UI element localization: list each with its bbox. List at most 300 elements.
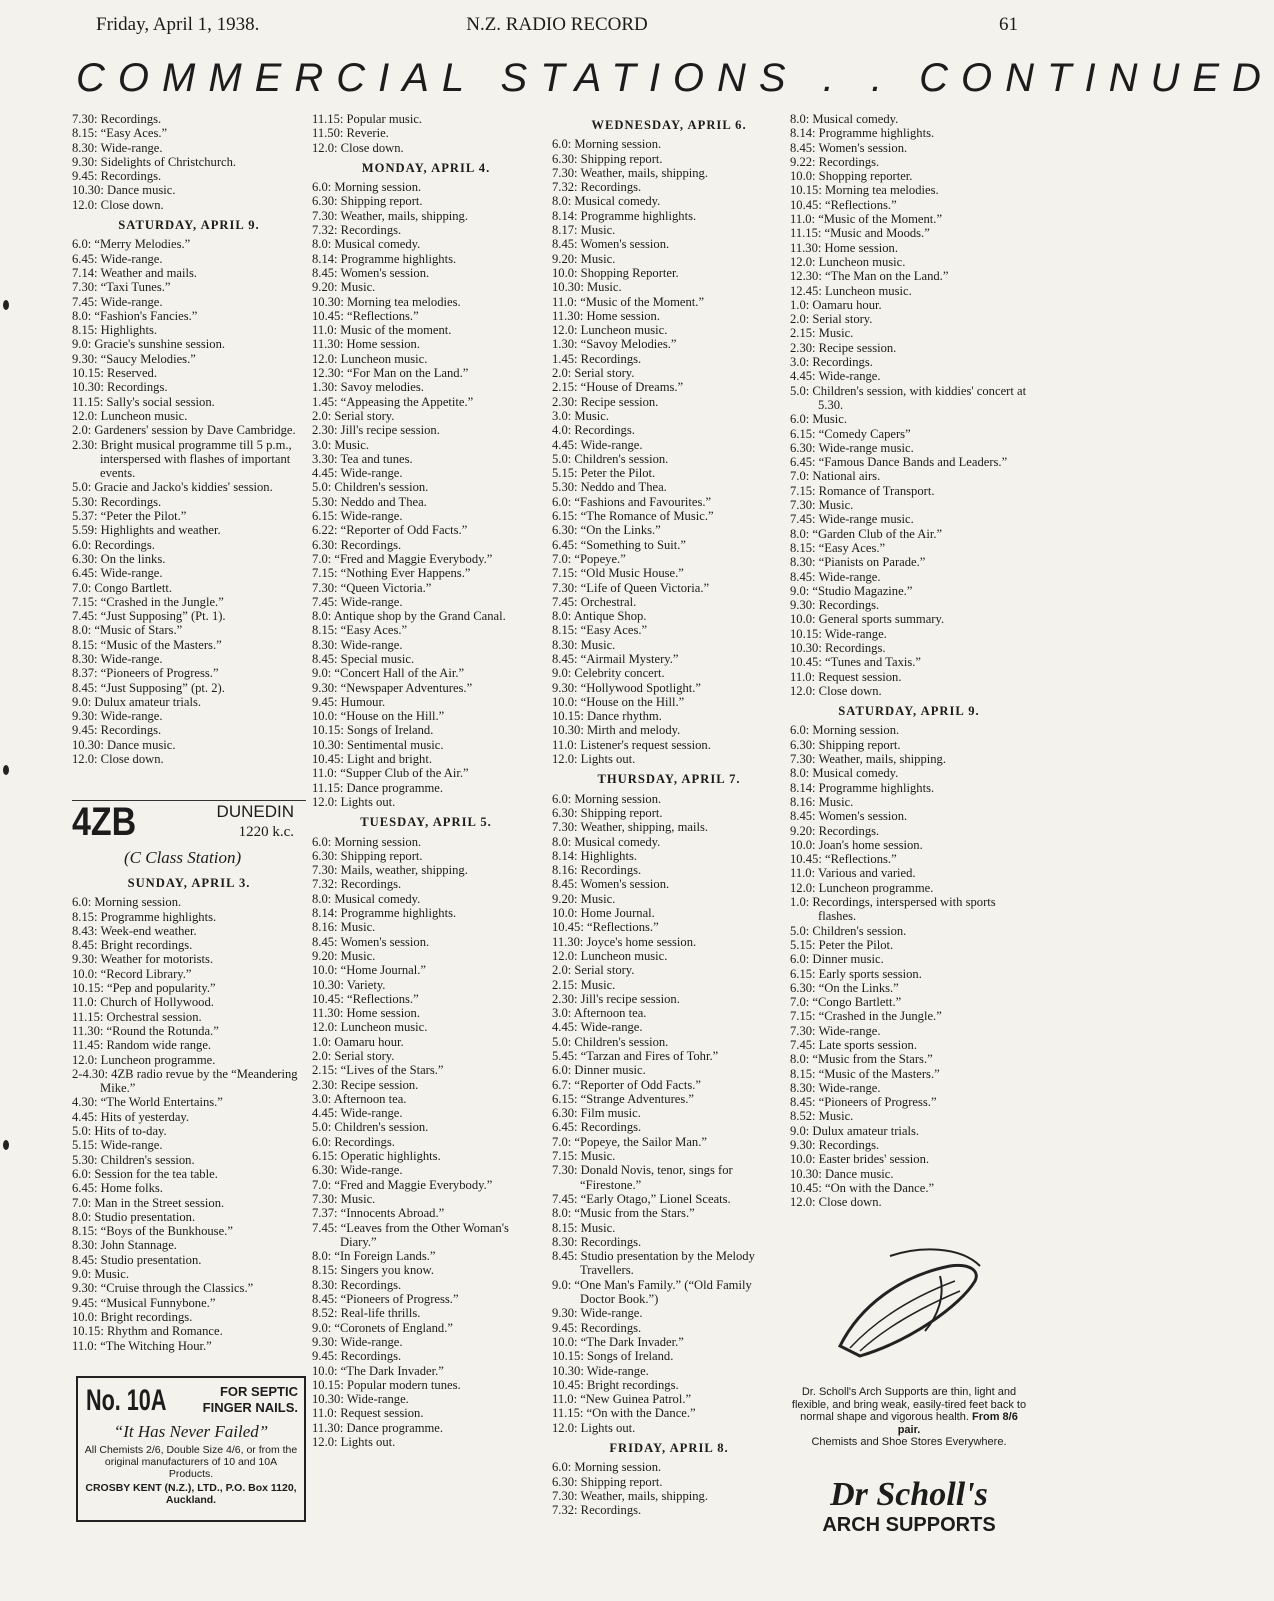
schedule-entry: 7.0: “Fred and Maggie Everybody.” <box>312 1177 493 1192</box>
schedule-entry: 6.22: “Reporter of Odd Facts.” <box>312 523 468 538</box>
schedule-entry: 8.15: “Music of the Masters.” <box>790 1066 940 1081</box>
schedule-entry: 8.15: “Easy Aces.” <box>552 623 648 638</box>
schedule-entry: 10.0: General sports summary. <box>790 612 945 627</box>
schedule-entry: 3.0: Afternoon tea. <box>312 1091 407 1106</box>
schedule-entry: 7.30: “Life of Queen Victoria.” <box>552 580 710 595</box>
schedule-entry: 8.45: “Just Supposing” (pt. 2). <box>72 680 225 695</box>
schedule-entry: 8.0: Musical comedy. <box>312 237 421 252</box>
schedule-entry: 6.15: “Comedy Capers” <box>790 426 911 441</box>
schedule-entry: 8.45: Women's session. <box>552 237 670 252</box>
schedule-entry: 9.22: Recordings. <box>790 154 880 169</box>
schedule-entry: 8.16: Music. <box>312 920 376 935</box>
schedule-entry: 10.15: Wide-range. <box>790 626 887 641</box>
schedule-entry: 6.15: Operatic highlights. <box>312 1149 441 1164</box>
schedule-list <box>312 180 540 809</box>
schedule-entry: 11.15: “Music and Moods.” <box>790 226 930 241</box>
schedule-entry: 2.0: Serial story. <box>312 1049 395 1063</box>
schedule-entry: 7.15: Music. <box>552 1149 616 1164</box>
schedule-entry: 8.0: Musical comedy. <box>790 766 899 781</box>
schedule-entry: 7.30: Recordings. <box>72 112 162 126</box>
schedule-entry: 7.45: “Just Supposing” (Pt. 1). <box>72 609 226 624</box>
schedule-entry: 7.37: “Innocents Abroad.” <box>312 1206 445 1221</box>
schedule-entry: 12.0: Luncheon music. <box>552 323 668 338</box>
schedule-entry: 11.0: “Music of the Moment.” <box>790 212 943 227</box>
schedule-entry: 9.30: Sidelights of Christchurch. <box>72 154 237 169</box>
schedule-entry: 10.45: “Tunes and Taxis.” <box>790 655 921 670</box>
binding-mark <box>3 1140 9 1150</box>
schedule-entry: 2.30: Recipe session. <box>312 1077 419 1092</box>
schedule-entry: 10.30: Recordings. <box>790 640 886 655</box>
schedule-entry: 11.0: Request session. <box>312 1406 424 1421</box>
schedule-entry: 10.0: “House on the Hill.” <box>312 709 445 724</box>
schedule-entry: 8.0: Musical comedy. <box>790 112 899 126</box>
schedule-entry: 9.30: “Hollywood Spotlight.” <box>552 680 702 695</box>
schedule-entry: 8.45: Wide-range. <box>790 569 881 584</box>
schedule-entry: 11.0: “The Witching Hour.” <box>72 1338 212 1353</box>
station-city: DUNEDIN <box>216 802 294 821</box>
schedule-entry: 8.0: Antique Shop. <box>552 609 647 624</box>
schedule-entry: 4.45: Hits of yesterday. <box>72 1109 190 1124</box>
schedule-list <box>790 112 1028 698</box>
schedule-entry: 7.0: “Congo Bartlett.” <box>790 995 902 1010</box>
schedule-entry: 2.0: Serial story. <box>552 963 635 978</box>
schedule-entry: 8.14: Programme highlights. <box>790 126 935 141</box>
schedule-entry: 10.30: Dance music. <box>790 1166 894 1181</box>
day-heading: SATURDAY, APRIL 9. <box>118 218 260 233</box>
schedule-entry: 6.0: Morning session. <box>552 137 662 152</box>
schedule-entry: 5.0: Children's session. <box>790 923 907 938</box>
schedule-entry: 9.20: Music. <box>312 948 376 963</box>
schedule-entry: 8.45: Women's session. <box>790 809 908 824</box>
schedule-entry: 9.45: Humour. <box>312 694 386 709</box>
schedule-entry: 8.0: “Fashion's Fancies.” <box>72 308 198 323</box>
schedule-entry: 9.45: Recordings. <box>312 1349 402 1364</box>
schedule-entry: 5.30: Neddo and Thea. <box>312 494 427 509</box>
schedule-entry: 7.32: Recordings. <box>312 877 402 892</box>
schedule-entry: 7.30: Weather, shipping, mails. <box>552 820 709 835</box>
schedule-entry: 6.0: Recordings. <box>312 1134 395 1149</box>
page-header <box>96 14 1018 40</box>
schedule-entry: 12.0: Lights out. <box>552 1420 636 1435</box>
schedule-entry: 5.15: Wide-range. <box>72 1138 163 1153</box>
schedule-entry: 6.0: Dinner music. <box>552 1063 646 1078</box>
schedule-entry: 10.0: “The Dark Invader.” <box>552 1334 684 1349</box>
schedule-entry: 8.45: Women's session. <box>790 140 908 155</box>
schedule-entry: 3.0: Music. <box>552 408 610 423</box>
schedule-entry: 7.30: Weather, mails, shipping. <box>312 208 469 223</box>
schedule-list <box>312 835 540 1450</box>
schedule-entry: 10.0: “Record Library.” <box>72 966 192 981</box>
schedule-entry: 12.0: Close down. <box>72 752 164 767</box>
schedule-entry: 8.0: “Garden Club of the Air.” <box>790 526 943 541</box>
schedule-entry: 6.30: “On the Links.” <box>552 523 661 538</box>
schedule-entry: 9.45: Recordings. <box>72 169 162 184</box>
schedule-entry: 8.15: Music. <box>552 1220 616 1235</box>
schedule-entry: 12.0: Lights out. <box>312 794 396 809</box>
schedule-entry: 11.0: Listener's request session. <box>552 737 711 752</box>
schedule-entry: 7.32: Recordings. <box>312 223 402 238</box>
schedule-entry: 7.30: Mails, weather, shipping. <box>312 863 468 878</box>
schedule-entry: 6.45: Wide-range. <box>72 566 163 581</box>
scholl-ad <box>790 1246 1028 1536</box>
schedule-entry: 7.30: Weather, mails, shipping. <box>790 752 947 767</box>
schedule-entry: 7.45: Wide-range music. <box>790 512 914 527</box>
schedule-entry: 10.30: Dance music. <box>72 737 176 752</box>
schedule-entry: 10.0: Bright recordings. <box>72 1309 193 1324</box>
schedule-entry: 7.32: Recordings. <box>552 180 642 195</box>
schedule-entry: 8.15: Programme highlights. <box>72 909 217 924</box>
schedule-entry: 7.15: “Crashed in the Jungle.” <box>790 1009 942 1024</box>
scholl-brand: Dr Scholl's <box>830 1476 988 1513</box>
schedule-entry: 9.0: “One Man's Family.” (“Old Family Doctor Book.”) <box>552 1277 752 1307</box>
schedule-entry: 10.15: Dance rhythm. <box>552 709 662 724</box>
scholl-ad-stockists: Chemists and Shoe Stores Everywhere. <box>811 1436 1007 1448</box>
schedule-entry: 11.15: “On with the Dance.” <box>552 1406 696 1421</box>
schedule-entry: 8.16: Music. <box>790 794 854 809</box>
schedule-entry: 12.0: Luncheon music. <box>552 948 668 963</box>
schedule-entry: 7.45: Wide-range. <box>72 294 163 309</box>
schedule-entry: 7.15: “Crashed in the Jungle.” <box>72 594 224 609</box>
schedule-entry: 10.30: Mirth and melody. <box>552 723 681 738</box>
schedule-entry: 7.32: Recordings. <box>552 1503 642 1518</box>
scholl-ad-price: From 8/6 pair. <box>897 1411 1018 1436</box>
schedule-entry: 8.0: Musical comedy. <box>312 891 421 906</box>
schedule-entry: 12.0: Lights out. <box>552 752 636 767</box>
column-2 <box>312 112 540 1532</box>
schedule-entry: 9.0: Music. <box>72 1267 130 1282</box>
schedule-entry: 5.0: Children's session. <box>312 1120 429 1135</box>
schedule-entry: 8.14: Programme highlights. <box>790 780 935 795</box>
schedule-entry: 6.45: Wide-range. <box>72 251 163 266</box>
station-frequency: 1220 k.c. <box>238 824 294 840</box>
schedule-entry: 9.0: “Studio Magazine.” <box>790 583 913 598</box>
arch-support-illustration <box>830 1246 990 1376</box>
schedule-entry: 7.45: Orchestral. <box>552 594 637 609</box>
schedule-entry: 8.14: Programme highlights. <box>552 208 697 223</box>
scholl-ad-copy <box>790 1386 1028 1449</box>
schedule-entry: 10.45: “Reflections.” <box>790 852 897 867</box>
schedule-entry: 12.0: Close down. <box>790 1195 882 1210</box>
schedule-entry: 6.30: “On the Links.” <box>790 980 899 995</box>
column-4 <box>790 112 1028 1242</box>
schedule-entry: 3.0: Music. <box>312 437 370 452</box>
schedule-entry: 4.45: Wide-range. <box>312 1106 403 1121</box>
schedule-entry: 9.30: “Cruise through the Classics.” <box>72 1281 254 1296</box>
ad-maker: CROSBY KENT (N.Z.), LTD., P.O. Box 1120, Auckland. <box>85 1482 297 1506</box>
schedule-entry: 2-4.30: 4ZB radio revue by the “Meandering Mike.” <box>72 1066 298 1096</box>
schedule-entry: 6.0: Morning session. <box>552 1460 662 1475</box>
schedule-entry: 6.0: Morning session. <box>312 180 422 195</box>
schedule-entry: 11.30: Joyce's home session. <box>552 934 697 949</box>
schedule-entry: 10.0: Shopping Reporter. <box>552 265 679 280</box>
schedule-entry: 5.15: Peter the Pilot. <box>790 937 894 952</box>
schedule-entry: 11.30: Dance programme. <box>312 1420 444 1435</box>
schedule-entry: 9.30: Recordings. <box>790 1138 880 1153</box>
schedule-entry: 7.0: “Popeye.” <box>552 551 626 566</box>
column-1 <box>72 112 306 802</box>
schedule-entry: 7.45: “Early Otago,” Lionel Sceats. <box>552 1191 731 1206</box>
schedule-entry: 9.20: Recordings. <box>790 823 880 838</box>
schedule-entry: 11.0: Request session. <box>790 669 902 684</box>
day-heading: THURSDAY, APRIL 7. <box>597 772 741 787</box>
schedule-entry: 5.0: Children's session. <box>312 480 429 495</box>
schedule-entry: 10.0: Shopping reporter. <box>790 169 913 184</box>
schedule-entry: 11.30: Home session. <box>790 240 898 255</box>
schedule-entry: 2.30: Jill's recipe session. <box>312 423 440 438</box>
schedule-entry: 7.14: Weather and mails. <box>72 265 198 280</box>
schedule-entry: 9.20: Music. <box>552 891 616 906</box>
station-call-sign: 4ZB <box>72 800 137 844</box>
schedule-entry: 5.59: Highlights and weather. <box>72 523 221 538</box>
schedule-entry: 8.45: Women's session. <box>552 877 670 892</box>
schedule-entry: 8.45: “Airmail Mystery.” <box>552 651 679 666</box>
binding-mark <box>3 765 9 775</box>
schedule-entry: 7.45: Wide-range. <box>312 594 403 609</box>
schedule-entry: 9.30: Wide-range. <box>72 709 163 724</box>
schedule-entry: 3.0: Afternoon tea. <box>552 1006 647 1021</box>
schedule-entry: 9.30: Wide-range. <box>552 1306 643 1321</box>
schedule-entry: 6.45: Home folks. <box>72 1181 163 1196</box>
schedule-entry: 2.15: “Lives of the Stars.” <box>312 1063 444 1078</box>
schedule-entry: 7.15: Romance of Transport. <box>790 483 935 498</box>
publication-title: N.Z. RADIO RECORD <box>466 14 648 35</box>
schedule-entry: 6.30: Shipping report. <box>552 1474 663 1489</box>
schedule-entry: 9.20: Music. <box>312 280 376 295</box>
schedule-entry: 6.30: On the links. <box>72 551 166 566</box>
schedule-entry: 8.0: “In Foreign Lands.” <box>312 1249 436 1264</box>
schedule-entry: 6.30: Shipping report. <box>552 151 663 166</box>
schedule-entry: 8.45: Special music. <box>312 651 415 666</box>
schedule-entry: 8.15: Singers you know. <box>312 1263 434 1278</box>
schedule-entry: 8.15: “Easy Aces.” <box>72 126 168 141</box>
schedule-entry: 7.30: Music. <box>790 498 854 513</box>
schedule-entry: 9.45: Recordings. <box>552 1320 642 1335</box>
schedule-entry: 10.45: “Reflections.” <box>790 197 897 212</box>
schedule-entry: 4.30: “The World Entertains.” <box>72 1095 223 1110</box>
schedule-entry: 10.0: “The Dark Invader.” <box>312 1363 444 1378</box>
schedule-entry: 5.15: Peter the Pilot. <box>552 466 656 481</box>
schedule-entry: 8.45: Bright recordings. <box>72 938 193 953</box>
schedule-entry: 8.15: “Music of the Masters.” <box>72 637 222 652</box>
ad-product-name: No. 10A <box>86 1384 167 1417</box>
binding-mark <box>3 300 9 310</box>
schedule-entry: 8.15: Highlights. <box>72 323 158 338</box>
schedule-entry: 2.30: Recipe session. <box>552 394 659 409</box>
schedule-entry: 1.45: Recordings. <box>552 351 642 366</box>
schedule-entry: 9.30: “Newspaper Adventures.” <box>312 680 473 695</box>
schedule-entry: 7.0: Congo Bartlett. <box>72 580 173 595</box>
schedule-entry: 8.52: Real-life thrills. <box>312 1306 421 1321</box>
schedule-entry: 8.45: “Pioneers of Progress.” <box>312 1292 459 1307</box>
station-class: (C Class Station) <box>124 848 242 867</box>
schedule-entry: 6.45: “Something to Suit.” <box>552 537 686 552</box>
schedule-entry: 12.0: Lights out. <box>312 1435 396 1450</box>
schedule-entry: 7.30: Donald Novis, tenor, sings for “Firestone.” <box>552 1163 733 1192</box>
schedule-entry: 12.0: Luncheon music. <box>72 408 188 423</box>
schedule-entry: 6.15: “Strange Adventures.” <box>552 1091 694 1106</box>
schedule-entry: 8.16: Recordings. <box>552 863 642 878</box>
ad-tagline: “It Has Never Failed” <box>113 1422 269 1441</box>
schedule-entry: 6.0: Dinner music. <box>790 952 884 967</box>
day-heading: TUESDAY, APRIL 5. <box>360 815 492 830</box>
schedule-entry: 7.0: Man in the Street session. <box>72 1195 225 1210</box>
schedule-entry: 2.15: “House of Dreams.” <box>552 380 684 395</box>
schedule-entry: 10.30: Morning tea melodies. <box>312 294 461 309</box>
schedule-entry: 4.45: Wide-range. <box>790 369 881 384</box>
schedule-entry: 12.0: Luncheon music. <box>790 254 906 269</box>
schedule-entry: 8.45: Women's session. <box>312 265 430 280</box>
schedule-entry: 10.0: Easter brides' session. <box>790 1152 930 1167</box>
schedule-entry: 1.0: Recordings, interspersed with sports flashes. <box>790 895 996 924</box>
schedule-entry: 8.17: Music. <box>552 223 616 238</box>
septic-nails-ad <box>76 1376 306 1522</box>
schedule-entry: 11.30: “Round the Rotunda.” <box>72 1023 219 1038</box>
schedule-entry: 9.45: “Musical Funnybone.” <box>72 1295 216 1310</box>
schedule-entry: 3.0: Recordings. <box>790 355 873 370</box>
schedule-entry: 8.45: Women's session. <box>312 934 430 949</box>
schedule-entry: 6.0: “Merry Melodies.” <box>72 237 191 252</box>
schedule-entry: 6.30: Shipping report. <box>312 848 423 863</box>
schedule-entry: 9.0: Gracie's sunshine session. <box>72 337 226 352</box>
schedule-entry: 7.30: Weather, mails, shipping. <box>552 165 709 180</box>
schedule-entry: 10.45: “Reflections.” <box>552 920 659 935</box>
schedule-entry: 7.15: “Nothing Ever Happens.” <box>312 566 471 581</box>
schedule-entry: 8.30: Wide-range. <box>790 1080 881 1095</box>
day-heading: SATURDAY, APRIL 9. <box>838 704 980 719</box>
schedule-entry: 11.0: “New Guinea Patrol.” <box>552 1392 692 1407</box>
page-number: 61 <box>999 14 1018 35</box>
schedule-entry: 10.15: Popular modern tunes. <box>312 1377 461 1392</box>
schedule-entry: 6.15: “The Romance of Music.” <box>552 509 714 524</box>
schedule-entry: 10.30: Music. <box>552 280 622 295</box>
schedule-entry: 10.30: Wide-range. <box>312 1392 409 1407</box>
schedule-entry: 10.30: Variety. <box>312 977 386 992</box>
schedule-entry: 5.0: Children's session. <box>552 1034 669 1049</box>
schedule-entry: 7.0: National airs. <box>790 469 881 484</box>
schedule-entry: 12.0: Luncheon programme. <box>790 880 934 895</box>
schedule-entry: 6.45: Recordings. <box>552 1120 642 1135</box>
schedule-entry: 9.45: Recordings. <box>72 723 162 738</box>
schedule-entry: 11.15: Popular music. <box>312 112 423 126</box>
schedule-entry: 4.45: Wide-range. <box>552 437 643 452</box>
schedule-entry: 8.30: Wide-range. <box>72 140 163 155</box>
schedule-entry: 10.0: “Home Journal.” <box>312 963 427 978</box>
schedule-entry: 8.15: “Easy Aces.” <box>312 623 408 638</box>
schedule-entry: 12.0: Close down. <box>312 140 404 155</box>
schedule-entry: 9.30: Weather for motorists. <box>72 952 214 967</box>
schedule-entry: 12.0: Close down. <box>72 197 164 212</box>
schedule-entry: 8.30: “Pianists on Parade.” <box>790 555 926 570</box>
schedule-entry: 6.0: Recordings. <box>72 537 155 552</box>
schedule-entry: 7.45: “Leaves from the Other Woman's Diary.” <box>312 1220 509 1249</box>
schedule-entry: 9.0: “Coronets of England.” <box>312 1320 453 1335</box>
scholl-ad-text: Dr. Scholl's Arch Supports are thin, light and flexible, and bring weak, easily-tired feet back to normal shape and vigorous health. <box>791 1386 1027 1423</box>
schedule-entry: 6.0: Morning session. <box>552 791 662 806</box>
schedule-entry: 8.45: “Pioneers of Progress.” <box>790 1095 937 1110</box>
schedule-entry: 2.0: Serial story. <box>790 312 873 327</box>
schedule-entry: 12.0: Close down. <box>790 683 882 698</box>
day-heading: FRIDAY, APRIL 8. <box>609 1441 729 1456</box>
schedule-entry: 2.30: Recipe session. <box>790 340 897 355</box>
schedule-entry: 9.0: Celebrity concert. <box>552 666 665 681</box>
schedule-entry: 10.30: Wide-range. <box>552 1363 649 1378</box>
schedule-list <box>312 112 540 155</box>
schedule-entry: 9.30: Recordings. <box>790 598 880 613</box>
schedule-entry: 11.0: “Music of the Moment.” <box>552 294 705 309</box>
schedule-entry: 10.15: Rhythm and Romance. <box>72 1324 223 1339</box>
column-3 <box>552 112 786 1532</box>
schedule-entry: 10.45: “On with the Dance.” <box>790 1180 935 1195</box>
schedule-entry: 7.30: “Taxi Tunes.” <box>72 280 171 295</box>
schedule-list <box>790 723 1028 1209</box>
schedule-entry: 11.0: Music of the moment. <box>312 323 452 338</box>
schedule-entry: 6.0: “Fashions and Favourites.” <box>552 494 712 509</box>
scholl-brand-sub: ARCH SUPPORTS <box>822 1514 996 1536</box>
schedule-entry: 8.15: “Boys of the Bunkhouse.” <box>72 1224 233 1239</box>
schedule-entry: 6.30: Recordings. <box>312 537 402 552</box>
schedule-entry: 8.30: Wide-range. <box>312 637 403 652</box>
schedule-entry: 10.30: Sentimental music. <box>312 737 444 752</box>
schedule-entry: 8.0: “Music from the Stars.” <box>552 1206 695 1221</box>
schedule-entry: 7.15: “Old Music House.” <box>552 566 684 581</box>
schedule-entry: 8.14: Highlights. <box>552 848 638 863</box>
schedule-entry: 5.45: “Tarzan and Fires of Tohr.” <box>552 1049 719 1063</box>
schedule-entry: 5.0: Children's session. <box>552 451 669 466</box>
schedule-entry: 8.45: Studio presentation by the Melody Travellers. <box>552 1249 755 1278</box>
schedule-entry: 10.15: Morning tea melodies. <box>790 183 939 198</box>
schedule-entry: 8.45: Studio presentation. <box>72 1252 202 1267</box>
schedule-entry: 1.30: Savoy melodies. <box>312 380 424 395</box>
schedule-entry: 6.30: Shipping report. <box>312 194 423 209</box>
schedule-entry: 6.30: Shipping report. <box>790 737 901 752</box>
schedule-entry: 9.0: Dulux amateur trials. <box>72 694 202 709</box>
schedule-list <box>72 112 306 212</box>
schedule-entry: 12.0: Luncheon programme. <box>72 1052 216 1067</box>
schedule-entry: 11.30: Home session. <box>312 1006 420 1021</box>
schedule-entry: 7.30: Wide-range. <box>790 1023 881 1038</box>
schedule-entry: 10.0: Joan's home session. <box>790 837 923 852</box>
schedule-entry: 11.15: Orchestral session. <box>72 1009 202 1024</box>
schedule-entry: 5.0: Gracie and Jacko's kiddies' session. <box>72 480 273 495</box>
schedule-list <box>552 792 786 1435</box>
schedule-entry: 10.15: Songs of Ireland. <box>552 1349 674 1364</box>
schedule-entry: 6.30: Wide-range. <box>312 1163 403 1178</box>
schedule-entry: 10.15: Songs of Ireland. <box>312 723 434 738</box>
schedule-entry: 10.45: Bright recordings. <box>552 1377 679 1392</box>
schedule-entry: 8.37: “Pioneers of Progress.” <box>72 666 219 681</box>
schedule-entry: 2.0: Serial story. <box>312 408 395 423</box>
schedule-entry: 12.45: Luncheon music. <box>790 283 912 298</box>
schedule-entry: 12.0: Luncheon music. <box>312 1020 428 1035</box>
schedule-entry: 7.0: “Popeye, the Sailor Man.” <box>552 1134 707 1149</box>
schedule-entry: 6.15: Wide-range. <box>312 509 403 524</box>
schedule-entry: 7.45: Late sports session. <box>790 1038 917 1052</box>
schedule-entry: 10.0: Home Journal. <box>552 906 655 921</box>
ad-line-2: FINGER NAILS. <box>202 1400 298 1415</box>
schedule-entry: 7.30: Weather, mails, shipping. <box>552 1488 709 1503</box>
schedule-entry: 2.0: Gardeners' session by Dave Cambridge. <box>72 423 296 438</box>
schedule-entry: 9.0: “Concert Hall of the Air.” <box>312 666 465 681</box>
schedule-entry: 8.14: Programme highlights. <box>312 906 457 921</box>
schedule-list <box>552 1460 786 1517</box>
schedule-entry: 8.30: Wide-range. <box>72 651 163 666</box>
schedule-entry: 8.0: “Music from the Stars.” <box>790 1052 933 1067</box>
schedule-entry: 10.45: “Reflections.” <box>312 308 419 323</box>
schedule-list <box>72 895 306 1353</box>
schedule-entry: 11.30: Home session. <box>312 337 420 352</box>
schedule-entry: 1.45: “Appeasing the Appetite.” <box>312 394 474 409</box>
schedule-entry: 5.0: Hits of to-day. <box>72 1124 167 1139</box>
